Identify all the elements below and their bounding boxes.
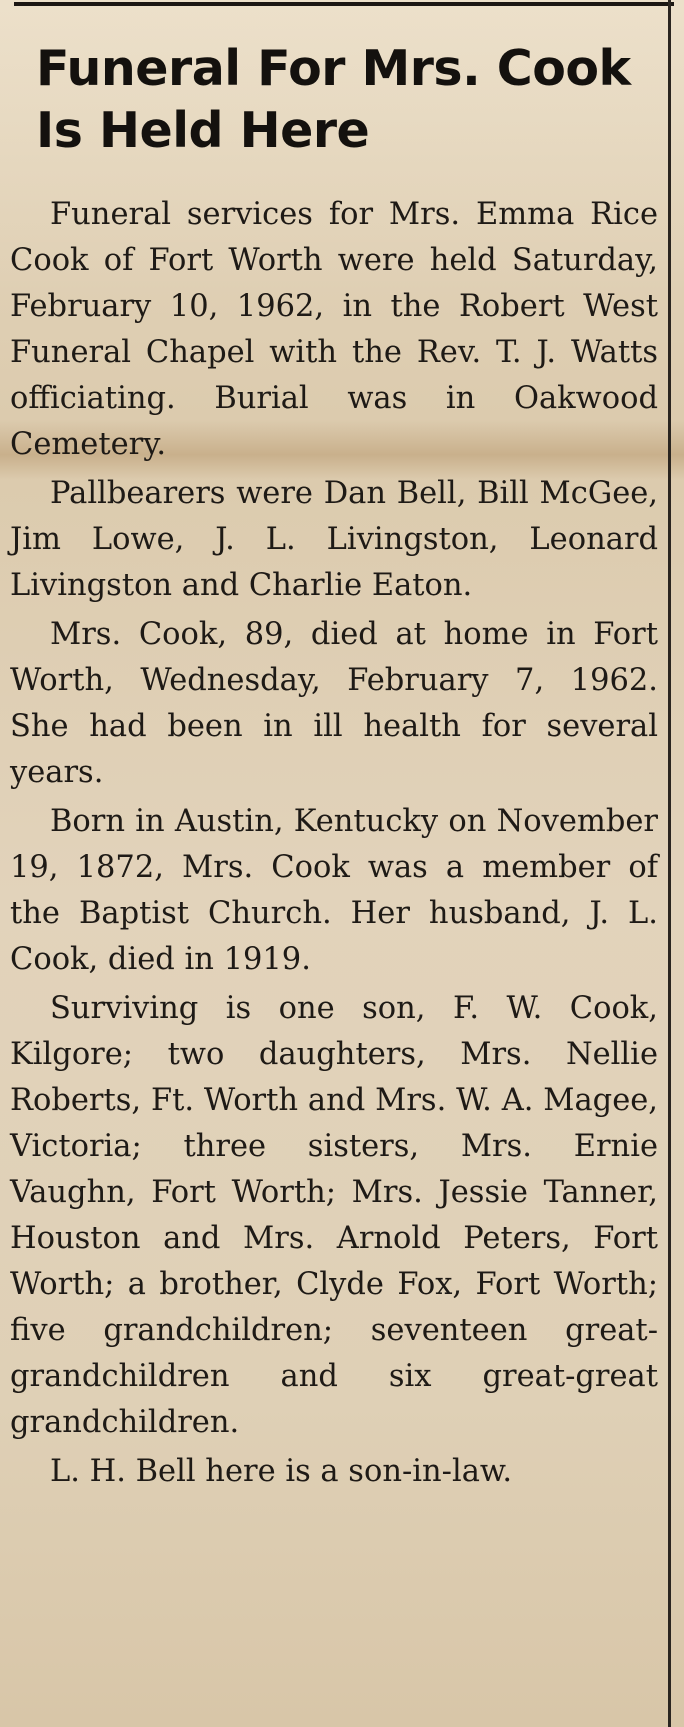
headline: Funeral For Mrs. Cook Is Held Here <box>36 40 631 159</box>
top-column-rule <box>14 2 674 6</box>
paragraph-son-in-law: L. H. Bell here is a son-in-law. <box>50 1454 513 1489</box>
paragraph-pallbearers: Pallbearers were Dan Bell, Bill McGee, Jim Lowe, J. L. Livingston, Leonard Livingston and Charlie Eaton. <box>10 476 658 603</box>
paragraph-birth: Born in Austin, Kentucky on November 19, 1872, Mrs. Cook was a member of the Baptist Church. Her husband, J. L. Cook, died in 1919. <box>10 804 658 977</box>
paragraph-death: Mrs. Cook, 89, died at home in Fort Worth, Wednesday, February 7, 1962. She had been in ill health for several years. <box>10 617 658 790</box>
paragraph-services: Funeral services for Mrs. Emma Rice Cook of Fort Worth were held Saturday, February 10, 1962, in the Robert West Funeral Chapel with the Rev. T. J. Watts officiating. Burial was in Oakwood Cemetery. <box>10 197 658 462</box>
paragraph-survivors: Surviving is one son, F. W. Cook, Kilgore; two daughters, Mrs. Nellie Roberts, Ft. Worth and Mrs. W. A. Magee, Victoria; three sisters, Mrs. Ernie Vaughn, Fort Worth; Mrs. Jessie Tanner, Houston and Mrs. Arnold Peters, Fort Worth; a brother, Clyde Fox, Fort Worth; five grandchildren; seventeen great-grandchildren and six great-great grandchildren. <box>10 991 658 1440</box>
article-body <box>10 192 658 1495</box>
right-column-rule <box>668 0 671 1727</box>
